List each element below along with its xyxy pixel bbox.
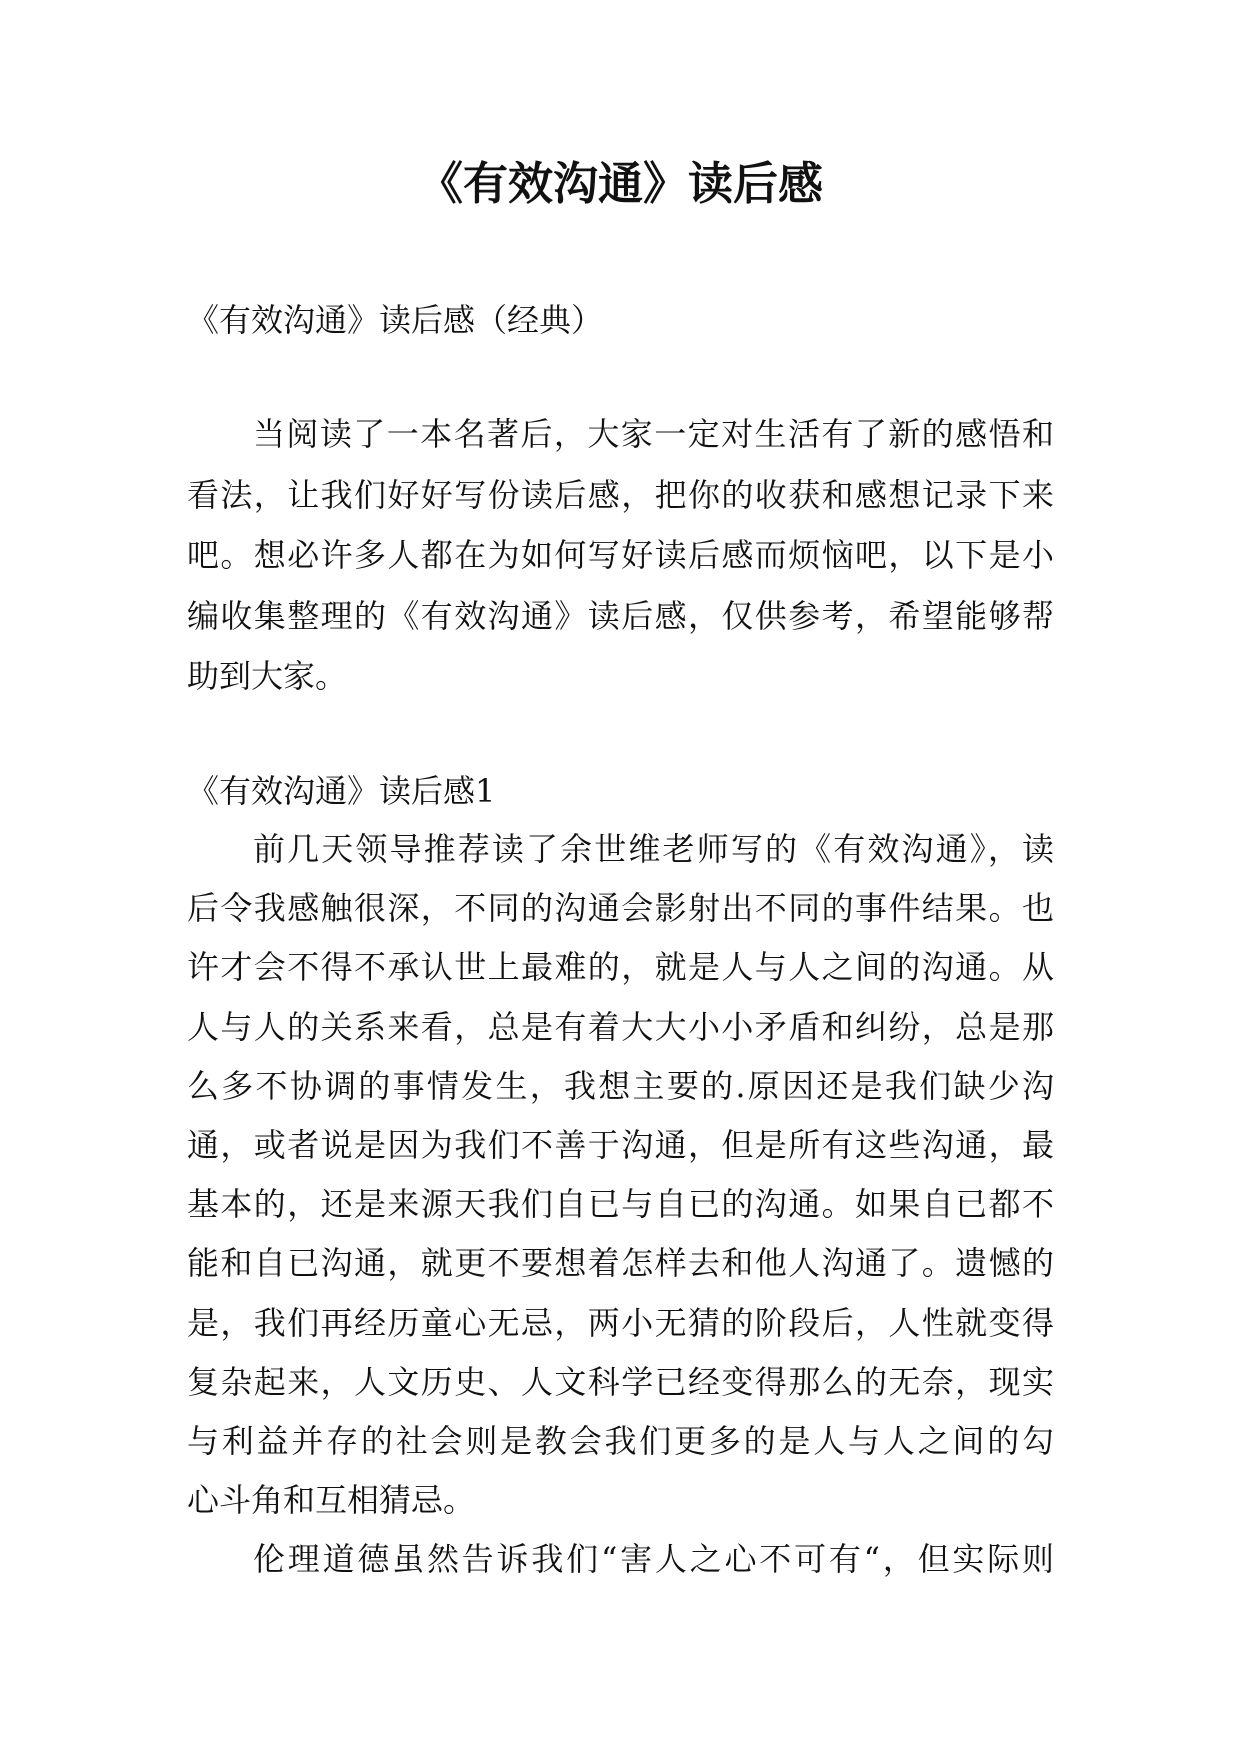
- paragraph-line: 当阅读了一本名著后，大家一定对生活有了新的感悟和: [253, 415, 1054, 453]
- body-paragraph-2: [187, 1530, 1054, 1589]
- paragraph-line: 人与人的关系来看，总是有着大大小小矛盾和纠纷，总是那: [187, 1007, 1054, 1046]
- body-text: [187, 820, 1054, 1589]
- paragraph-line: 编收集整理的《有效沟通》读后感，仅供参考，希望能够帮: [187, 596, 1054, 635]
- paragraph-line: 心斗角和互相猜忌。: [187, 1481, 476, 1520]
- paragraph-line: 看法，让我们好好写份读后感，把你的收获和感想记录下来: [187, 475, 1054, 514]
- paragraph-line: 后令我感触很深，不同的沟通会影射出不同的事件结果。也: [187, 889, 1054, 928]
- paragraph-line: 基本的，还是来源天我们自已与自已的沟通。如果自已都不: [187, 1185, 1054, 1224]
- document-subtitle: 《有效沟通》读后感（经典）: [187, 301, 604, 339]
- paragraph-line: 与利益并存的社会则是教会我们更多的是人与人之间的勾: [187, 1421, 1054, 1460]
- paragraph-line: 通，或者说是因为我们不善于沟通，但是所有这些沟通，最: [187, 1125, 1054, 1164]
- section-heading: 《有效沟通》读后感1: [187, 772, 496, 810]
- paragraph-line: 是，我们再经历童心无忌，两小无猜的阶段后，人性就变得: [187, 1303, 1054, 1342]
- paragraph-line: 么多不协调的事情发生，我想主要的.原因还是我们缺少沟: [187, 1066, 1054, 1105]
- paragraph-line: 吧。想必许多人都在为如何写好读后感而烦恼吧，以下是小: [187, 536, 1054, 574]
- body-paragraph-1: [187, 820, 1054, 1530]
- paragraph-line: 伦理道德虽然告诉我们“害人之心不可有“，但实际则: [253, 1540, 1054, 1579]
- paragraph-line: 复杂起来，人文历史、人文科学已经变得那么的无奈，现实: [187, 1362, 1054, 1401]
- paragraph-line: 能和自已沟通，就更不要想着怎样去和他人沟通了。遗憾的: [187, 1244, 1054, 1283]
- document-title: 《有效沟通》读后感: [417, 157, 823, 210]
- intro-paragraph: [187, 404, 1054, 707]
- paragraph-line: 助到大家。: [187, 657, 348, 695]
- paragraph-line: 许才会不得不承认世上最难的，就是人与人之间的沟通。从: [187, 948, 1054, 987]
- paragraph-line: 前几天领导推荐读了余世维老师写的《有效沟通》，读: [253, 830, 1054, 868]
